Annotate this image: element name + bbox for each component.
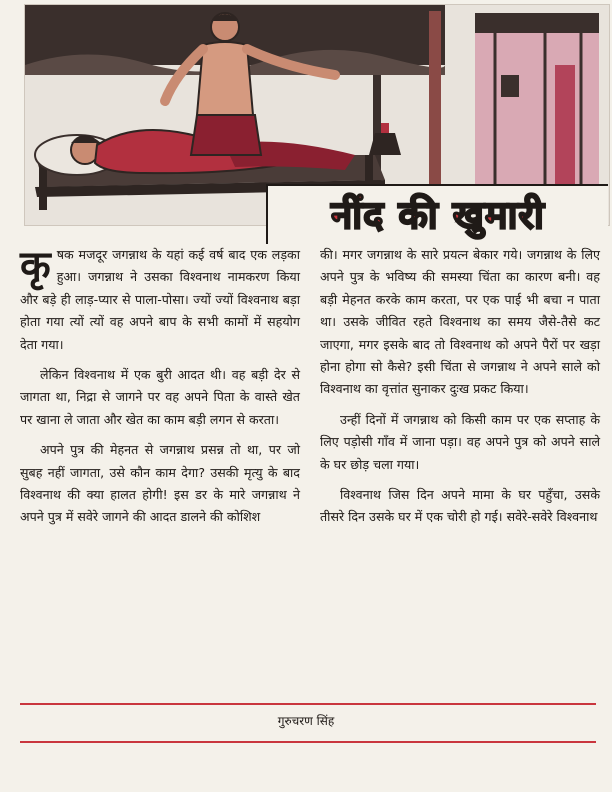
story-title: नींद की खुमारी <box>331 193 545 237</box>
title-box <box>266 184 608 244</box>
paragraph-text: षक मजदूर जगन्नाथ के यहां कई वर्ष बाद एक लड़का हुआ। जगन्नाथ ने उसका विश्वनाथ नामकरण किया और बड़े ही लाड़-प्यार से पाला-पोसा। ज्यों ज्यों विश्वनाथ बड़ा होता गया त्यों त्यों वह अपने बाप के सभी कामों में सहयोग देता गया। <box>20 247 300 352</box>
right-column <box>320 244 600 529</box>
footer-rule-bottom <box>20 741 596 743</box>
left-column <box>20 244 300 529</box>
paragraph: विश्वनाथ जिस दिन अपने मामा के घर पहुँचा, उसके तीसरे दिन उसके घर में एक चोरी हो गई। सवेरे-सवेरे विश्वनाथ <box>320 487 600 525</box>
drop-cap: कृ <box>20 243 51 289</box>
footer-rule-top <box>20 703 596 705</box>
paragraph <box>20 244 300 356</box>
paragraph: लेकिन विश्वनाथ में एक बुरी आदत थी। वह बड़ी देर से जागता था, निद्रा से जागने पर वह अपने पिता के वास्ते खेत पर खाना ले जाता और खेत का काम बड़ी लगन से करता। <box>20 367 300 427</box>
author-name: गुरुचरण सिंह <box>277 714 335 728</box>
paragraph: अपने पुत्र की मेहनत से जगन्नाथ प्रसन्न तो था, पर जो सुबह नहीं जागता, उसे कौन काम देगा? उसकी मृत्यु के बाद विश्वनाथ की क्या हालत होगी! इस डर के मारे जगन्नाथ ने अपने पुत्र में सवेरे जागने की आदत डालने की कोशिश <box>20 442 300 525</box>
paragraph: की। मगर जगन्नाथ के सारे प्रयत्न बेकार गये। जगन्नाथ के लिए अपने पुत्र के भविष्य की समस्या चिंता का कारण बनी। वह बड़ी मेहनत करके काम करता, पर एक पाई भी बचा न पाता था। उसके जीवित रहते विश्वनाथ का समय जैसे-तैसे कट जाएगा, मगर इसके बाद तो विश्वनाथ को अपने पैरों पर खड़ा होना होगा सो कैसे? इसी चिंता से जगन्नाथ ने अपने साले को विश्वनाथ का वृत्तांत सुनाकर दुःख प्रकट किया। <box>320 247 600 397</box>
paragraph: उन्हीं दिनों में जगन्नाथ को किसी काम पर एक सप्ताह के लिए पड़ोसी गाँव में जाना पड़ा। वह अपने पुत्र को अपने साले के घर छोड़ चला गया। <box>320 411 600 472</box>
